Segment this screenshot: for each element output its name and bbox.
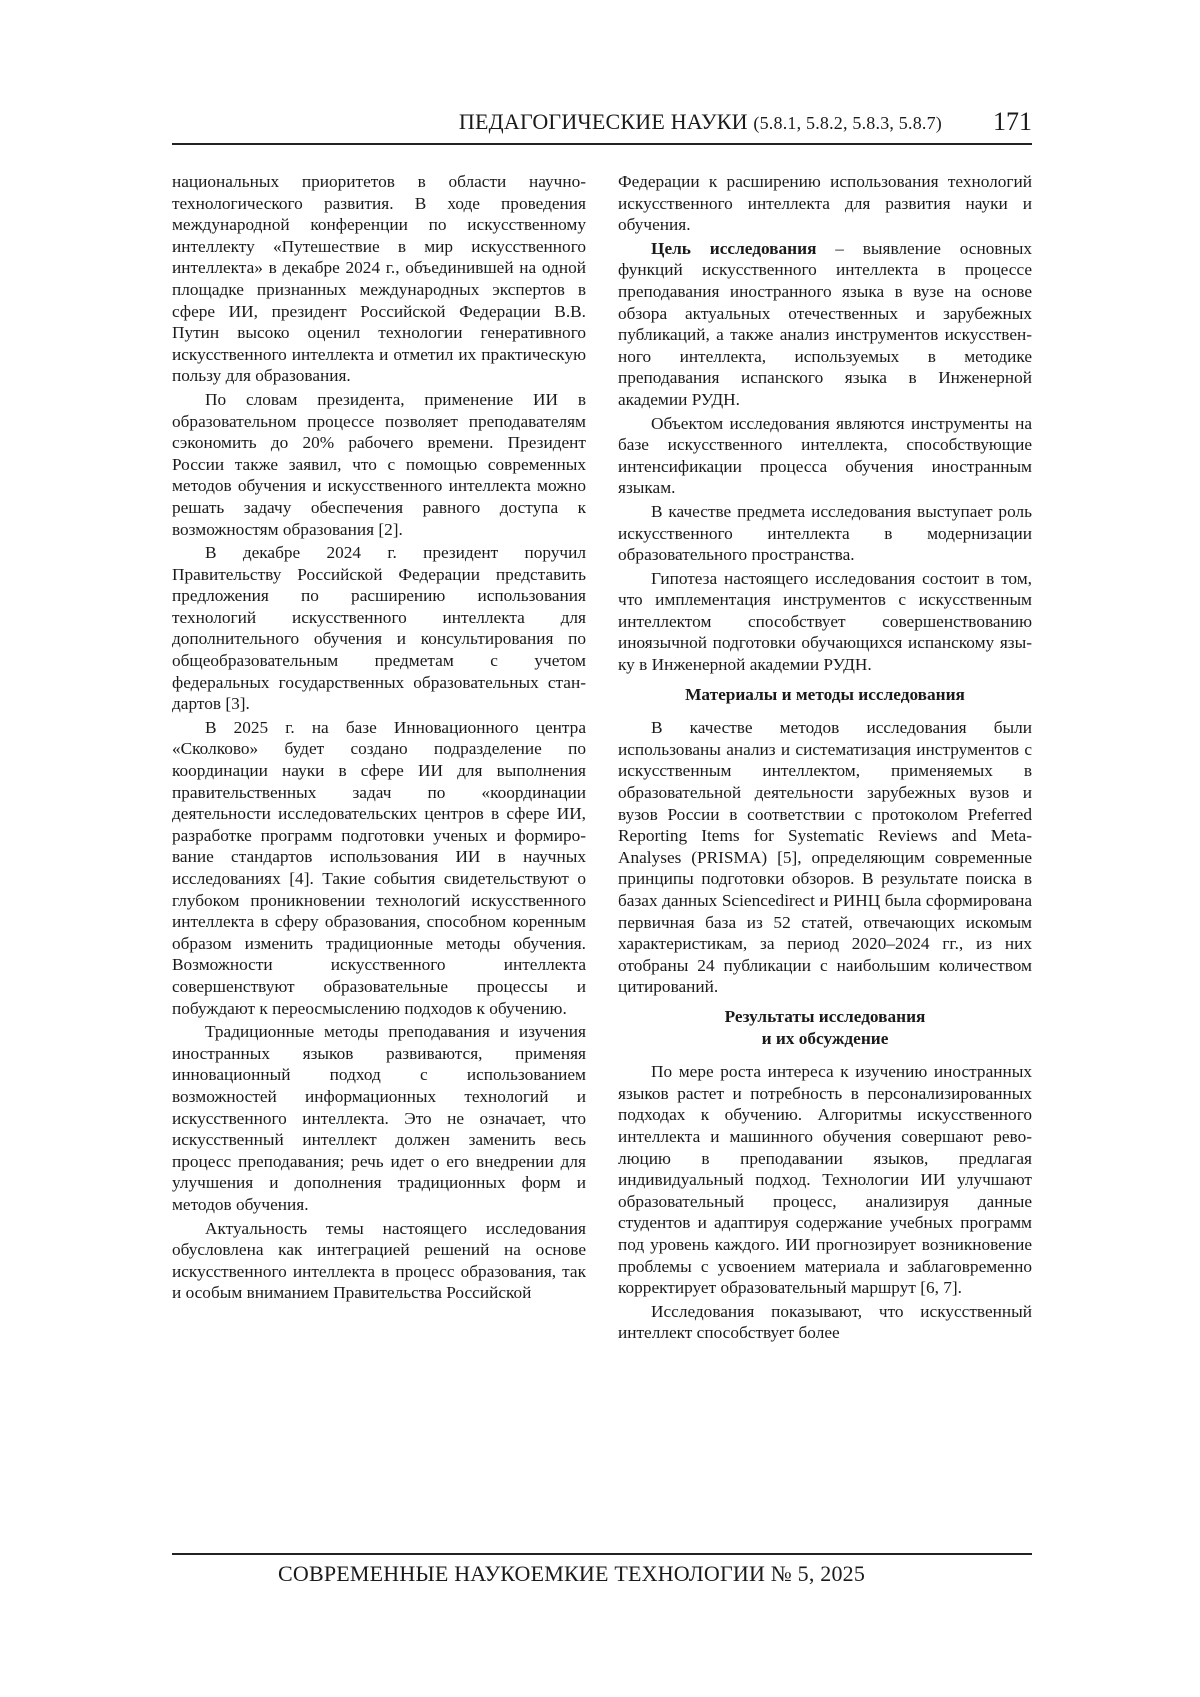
running-footer: [172, 1553, 1032, 1586]
heading-line: и их обсуждение: [761, 1028, 889, 1048]
paragraph: Исследования показывают, что искусственный интеллект способствует более: [618, 1301, 1032, 1343]
paragraph: В качестве методов исследования были использованы анализ и систематизация инструментов с искусственным интеллектом, применяемых в образовательной деятельности зарубежных вузов и вузов России в соответствии с протоколом Preferred Reporting Items for Systematic Reviews and Meta-Analyses (PRISMA) [5], определяющим современные принципы подготовки обзоров. В результате поиска в базах данных Sciencedirect и РИНЦ была сформирована первичная база из 52 статей, отвечающих искомым характеристикам, за период 2020–2024 гг., из них отобраны 24 публикации с наибольшим количеством цитирований.: [618, 718, 1032, 997]
paragraph: Гипотеза настоящего исследования состоит в том, что имплементация инструментов с искусственным интеллектом способствует совершенствованию иноязычной подготовки обучающихся испанскому языку в Инженерной академии РУДН.: [618, 568, 1032, 675]
section-codes: (5.8.1, 5.8.2, 5.8.3, 5.8.7): [753, 113, 942, 133]
paragraph: национальных приоритетов в области научно-технологического развития. В ходе проведения международной конференции по искусственному интеллекту «Путешествие в мир искусственного интеллекта» в декабре 2024 г., объединившей на одной площадке признанных международных экспертов в сфере ИИ, президент Российской Федерации В.В. Путин высоко оценил технологии генеративного искусственного интеллекта и отметил их практическую пользу для образования.: [172, 172, 586, 386]
journal-name: СОВРЕМЕННЫЕ НАУКОЕМКИЕ ТЕХНОЛОГИИ № 5, 2025: [278, 1561, 866, 1586]
section-heading-methods: Материалы и методы исследования: [685, 684, 965, 704]
paragraph: По словам президента, применение ИИ в образовательном процессе позволяет преподавателям сэкономить до 20% рабочего времени. Президент России также заявил, что с помощью современных методов обучения и искусственного интеллекта можно решать задачу обеспечения равного доступа к возможностям образования [2].: [172, 389, 586, 539]
paragraph: Традиционные методы преподавания и изучения иностранных языков развиваются, применяя инновационный подход с использованием возможностей информационных технологий и искусственного интеллекта. Это не означает, что искусственный интеллект должен заменить весь процесс преподавания; речь идет о его внедрении для улучшения и дополнения традиционных форм и методов обучения.: [172, 1022, 586, 1214]
paragraph: В декабре 2024 г. президент поручил Правительству Российской Федерации представить предложения по расширению использования технологий искусственного интеллекта для дополнительного обучения и консультирования по общеобразовательным предметам с учетом федеральных государственных образовательных стандартов [3].: [172, 543, 586, 714]
right-column: [618, 171, 1032, 1346]
running-header: [172, 105, 1032, 145]
paragraph: По мере роста интереса к изучению иностранных языков растет и потребность в персонализированных подходах к обучению. Алгоритмы искусственного интеллекта и машинного обучения совершают революцию в преподавании языков, предлагая индивидуальный подход. Технологии ИИ улучшают образовательный процесс, анализируя данные студентов и адаптируя содержание учебных программ под уровень каждого. ИИ прогнозирует возникновение проблемы с усвоением материала и заблаговременно корректирует образовательный маршрут [6, 7].: [618, 1062, 1032, 1298]
paragraph: Актуальность темы настоящего исследования обусловлена как интеграцией решений на основе искусственного интеллекта в процесс образования, так и особым вниманием Правительства Российской: [172, 1218, 586, 1303]
heading-line: Результаты исследования: [724, 1006, 926, 1026]
paragraph: Объектом исследования являются инструменты на базе искусственного интеллекта, способствующие интенсификации процесса обучения иностранным языкам.: [618, 413, 1032, 498]
goal-label: Цель исследования: [651, 238, 817, 258]
section-name: ПЕДАГОГИЧЕСКИЕ НАУКИ: [458, 109, 748, 134]
paragraph: В 2025 г. на базе Инновационного центра «Сколково» будет создано подразделение по координации науки в сфере ИИ для выполнения правительственных задач по «координации деятельности исследовательских центров в сфере ИИ, разработке программ подготовки ученых и формирование стандартов использования ИИ в научных исследованиях [4]. Такие события свидетельствуют о глубоком проникновении технологий искусственного интеллекта в сферу образования, способном коренным образом изменить традиционные методы обучения. Возможности искусственного интеллекта совершенствуют образовательные процессы и побуждают к переосмыслению подходов к обучению.: [172, 717, 586, 1018]
paragraph: В качестве предмета исследования выступает роль искусственного интеллекта в модернизации образовательного пространства.: [618, 501, 1032, 565]
section-heading-results: [618, 1006, 1032, 1049]
goal-text: – выявление основных функций искусственного интеллекта в процессе преподавания иностранного языка в вузе на основе обзора актуальных отечественных и зарубежных публикаций, а также анализ инструментов искусственного интеллекта, используемых в методике преподавания испанского языка в Инженерной академии РУДН.: [618, 238, 1032, 409]
goal-paragraph: [618, 238, 1032, 411]
left-column: [172, 171, 586, 1306]
paragraph: Федерации к расширению использования технологий искусственного интеллекта для развития науки и обучения.: [618, 172, 1032, 235]
page-number: 171: [993, 107, 1032, 136]
running-title: [459, 109, 942, 135]
